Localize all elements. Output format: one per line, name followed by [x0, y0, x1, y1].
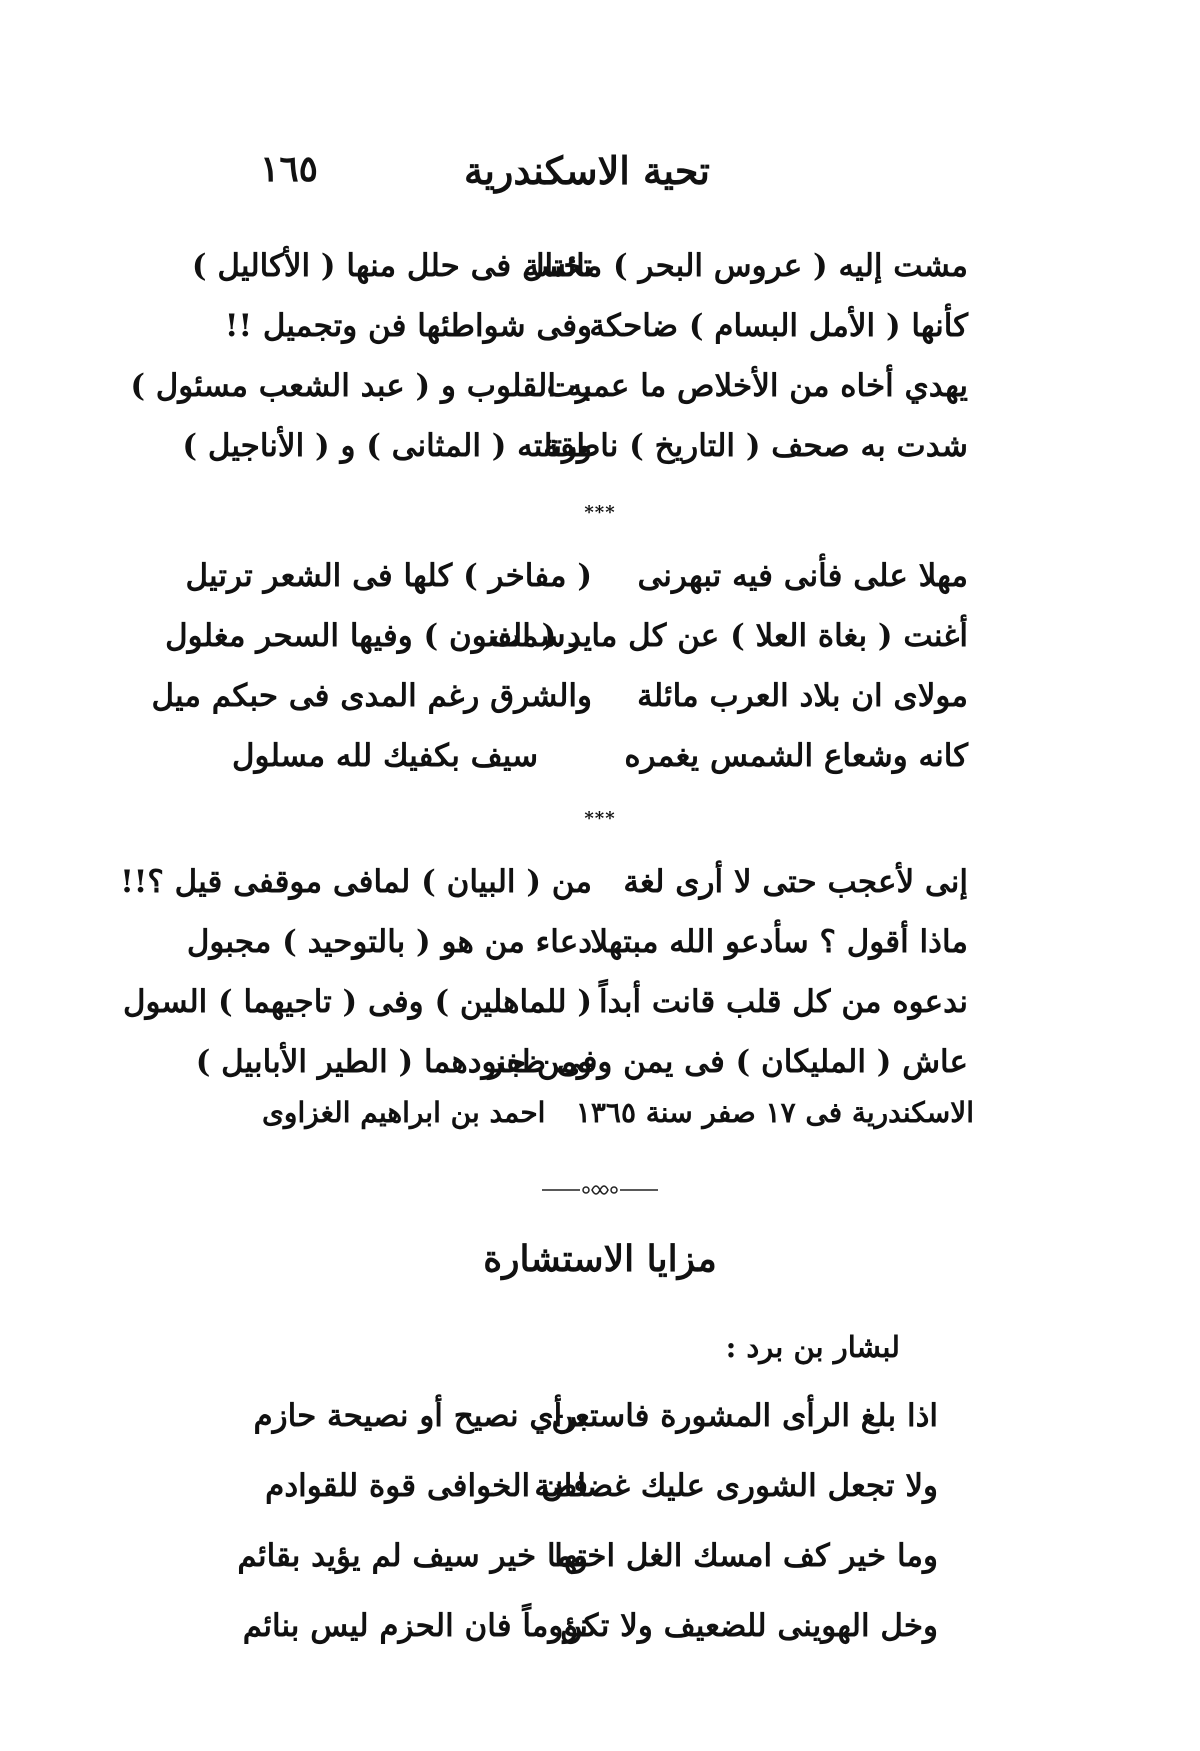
- running-header: [250, 148, 950, 208]
- verse-first-hemistich: كانه وشعاع الشمس يغمره: [624, 738, 968, 774]
- verse-second-hemistich: وفى شواطئها فن وتجميل !!: [224, 308, 592, 344]
- verse-first-hemistich: ندعوه من كل قلب قانت أبداً: [598, 984, 968, 1020]
- verse-line: [186, 914, 968, 970]
- verse-first-hemistich: كأنها ( الأمل البسام ) ضاحكة: [589, 308, 968, 344]
- verse-first-hemistich: أغنت ( بغاة العلا ) عن كل ما رسمت: [491, 618, 968, 654]
- verse-second-hemistich: من ( البيان ) لمافى موقفى قيل ؟!!: [120, 864, 592, 900]
- verse-second-hemistich: يد ( الفنون ) وفيها السحر مغلول: [165, 618, 592, 654]
- verse-line: [151, 668, 968, 724]
- verse-line: [120, 854, 968, 910]
- page-number: ١٦٥: [260, 148, 319, 190]
- section-title: مزايا الاستشارة: [483, 1238, 717, 1280]
- verse-line: [165, 608, 968, 664]
- verse-line: [265, 1458, 938, 1514]
- verse-line: [232, 728, 968, 784]
- poet-attribution: لبشار بن برد :: [725, 1330, 900, 1364]
- verse-line: [185, 548, 968, 604]
- verse-first-hemistich: وما خير كف امسك الغل اختها: [554, 1538, 938, 1574]
- verse-second-hemistich: ( للماهلين ) وفى ( تاجيهما ) السول: [123, 984, 592, 1020]
- verse-second-hemistich: دعاء من هو ( بالتوحيد ) مجبول: [186, 924, 592, 960]
- running-title: تحية الاسكندرية: [464, 148, 710, 193]
- verse-line: [123, 974, 968, 1030]
- verse-first-hemistich: مهلا على فأنى فيه تبهرنى: [637, 558, 968, 594]
- verse-second-hemistich: تختال فى حلل منها ( الأكاليل ): [191, 248, 592, 284]
- verse-second-hemistich: برأي نصيح أو نصيحة حازم: [253, 1398, 588, 1434]
- stanza-separator: ***: [584, 502, 616, 523]
- verse-line: [237, 1528, 938, 1584]
- verse-second-hemistich: ورتلته ( المثانى ) و ( الأناجيل ): [182, 428, 592, 464]
- verse-second-hemistich: به القلوب و ( عبد الشعب مسئول ): [130, 368, 592, 404]
- verse-second-hemistich: فان الخوافى قوة للقوادم: [265, 1468, 588, 1504]
- verse-second-hemistich: نؤوماً فان الحزم ليس بنائم: [242, 1608, 588, 1644]
- verse-first-hemistich: وخل الهوينى للضعيف ولا تكن: [560, 1608, 938, 1644]
- verse-line: [253, 1388, 938, 1444]
- verse-first-hemistich: ماذا أقول ؟ سأدعو الله مبتهلا: [590, 924, 968, 960]
- verse-line: [224, 298, 968, 354]
- verse-line: [182, 418, 968, 474]
- verse-first-hemistich: مشت إليه ( عروس البحر ) مائسة: [523, 248, 968, 284]
- verse-first-hemistich: شدت به صحف ( التاريخ ) ناطقة: [543, 428, 968, 464]
- verse-first-hemistich: عاش ( المليكان ) فى يمن وفى ظفر: [488, 1044, 968, 1080]
- poem-author: احمد بن ابراهيم الغزاوى: [262, 1095, 546, 1129]
- verse-first-hemistich: يهدي أخاه من الأخلاص ما عمرت: [546, 368, 968, 404]
- verse-second-hemistich: وما خير سيف لم يؤيد بقائم: [237, 1538, 588, 1574]
- ornament-divider-icon: [540, 1178, 660, 1202]
- verse-line: [130, 358, 968, 414]
- verse-second-hemistich: ومن جنودهما ( الطير الأبابيل ): [195, 1044, 592, 1080]
- date-place: الاسكندرية فى ١٧ صفر سنة ١٣٦٥: [575, 1095, 974, 1129]
- signature-line: [232, 1087, 974, 1137]
- verse-second-hemistich: سيف بكفيك لله مسلول: [232, 738, 539, 774]
- verse-line: [191, 238, 968, 294]
- verse-first-hemistich: ولا تجعل الشورى عليك غضاضة: [534, 1468, 938, 1504]
- stanza-separator: ***: [584, 808, 616, 829]
- verse-second-hemistich: ( مفاخر ) كلها فى الشعر ترتيل: [185, 558, 592, 594]
- verse-line: [242, 1598, 938, 1654]
- verse-first-hemistich: اذا بلغ الرأى المشورة فاستعن: [551, 1398, 938, 1434]
- verse-first-hemistich: إنى لأعجب حتى لا أرى لغة: [623, 864, 968, 900]
- verse-first-hemistich: مولاى ان بلاد العرب مائلة: [637, 678, 968, 714]
- verse-line: [195, 1034, 968, 1090]
- verse-second-hemistich: والشرق رغم المدى فى حبكم ميل: [151, 678, 592, 714]
